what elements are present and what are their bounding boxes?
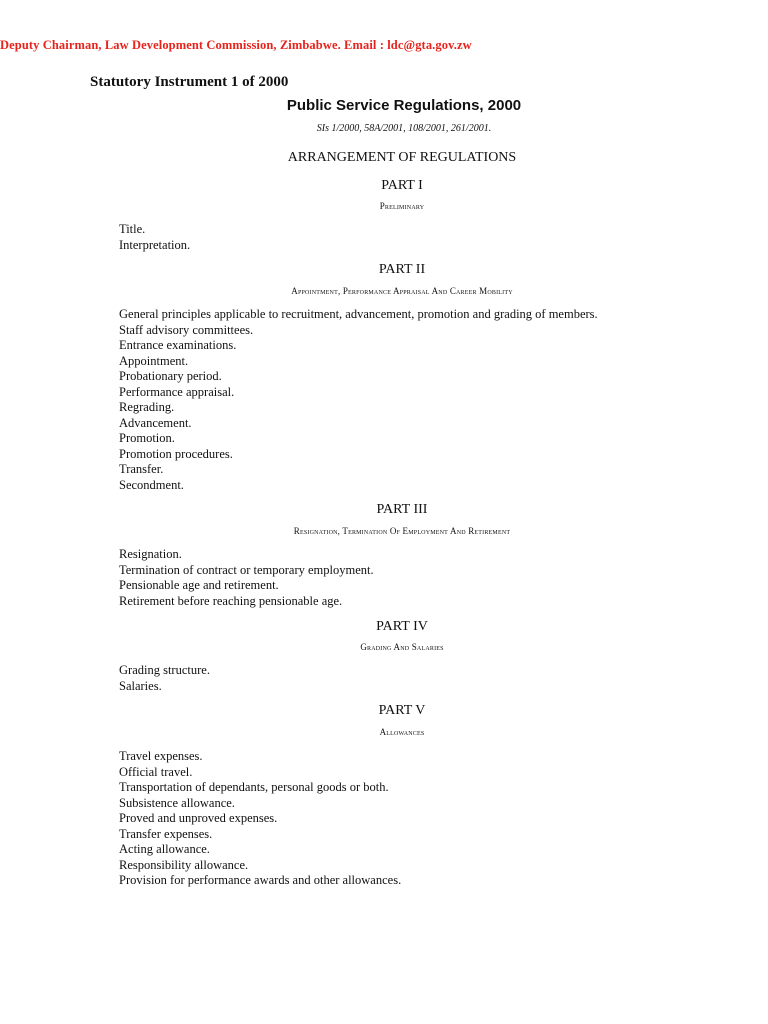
item-text: Transfer expenses. [119, 826, 213, 841]
item-text: General principles applicable to recruitment, advancement, promotion and grading of members. [119, 307, 598, 321]
item-text: Appointment. [119, 353, 189, 368]
item-text: Grading structure. [119, 663, 210, 677]
amendment-list: SIs 1/2000, 58A/2001, 108/2001, 261/2001. [316, 123, 492, 134]
item-text: Provision for performance awards and other allowances. [119, 873, 402, 887]
item-text: Entrance examinations. [119, 338, 237, 352]
item-text: Subsistence allowance. [119, 795, 235, 810]
part-heading: PART IV [376, 619, 428, 634]
part-subtitle: Preliminary [379, 201, 425, 211]
item-text: Probationary period. [119, 369, 222, 383]
regulations-title: Public Service Regulations, 2000 [286, 97, 522, 114]
arrangement-heading: ARRANGEMENT OF REGULATIONS [287, 150, 517, 165]
item-text: Retirement before reaching pensionable age. [119, 593, 343, 608]
part-subtitle: Resignation, Termination Of Employment And Retirement [293, 526, 511, 536]
item-text: Travel expenses. [119, 749, 203, 763]
item-text: Promotion. [119, 431, 175, 445]
item-text: Pensionable age and retirement. [119, 578, 279, 592]
item-text: Termination of contract or temporary employment. [119, 562, 374, 577]
item-text: Advancement. [119, 415, 192, 430]
part-heading: PART II [378, 262, 426, 277]
contact-banner: Deputy Chairman, Law Development Commission, Zimbabwe. Email : ldc@gta.gov.zw [0, 38, 472, 52]
instrument-number: Statutory Instrument 1 of 2000 [90, 74, 289, 90]
item-text: Performance appraisal. [119, 384, 235, 399]
part-heading: PART I [381, 178, 423, 193]
item-text: Title. [119, 222, 146, 236]
item-text: Acting allowance. [119, 842, 210, 856]
item-text: Transportation of dependants, personal goods or both. [119, 780, 389, 794]
item-text: Transfer. [119, 462, 164, 476]
part-subtitle: Allowances [379, 727, 425, 737]
part-heading: PART V [378, 703, 426, 718]
item-text: Proved and unproved expenses. [119, 811, 278, 825]
item-text: Resignation. [119, 547, 182, 561]
item-text: Interpretation. [119, 238, 191, 252]
part-subtitle: Grading And Salaries [360, 642, 444, 652]
item-text: Secondment. [119, 477, 184, 492]
part-heading: PART III [376, 502, 428, 517]
item-text: Staff advisory committees. [119, 322, 254, 337]
item-text: Responsibility allowance. [119, 857, 249, 872]
item-text: Salaries. [119, 678, 162, 693]
item-text: Regrading. [119, 400, 175, 414]
part-subtitle: Appointment, Performance Appraisal And Career Mobility [291, 286, 513, 296]
item-text: Official travel. [119, 764, 193, 779]
item-text: Promotion procedures. [119, 446, 233, 461]
